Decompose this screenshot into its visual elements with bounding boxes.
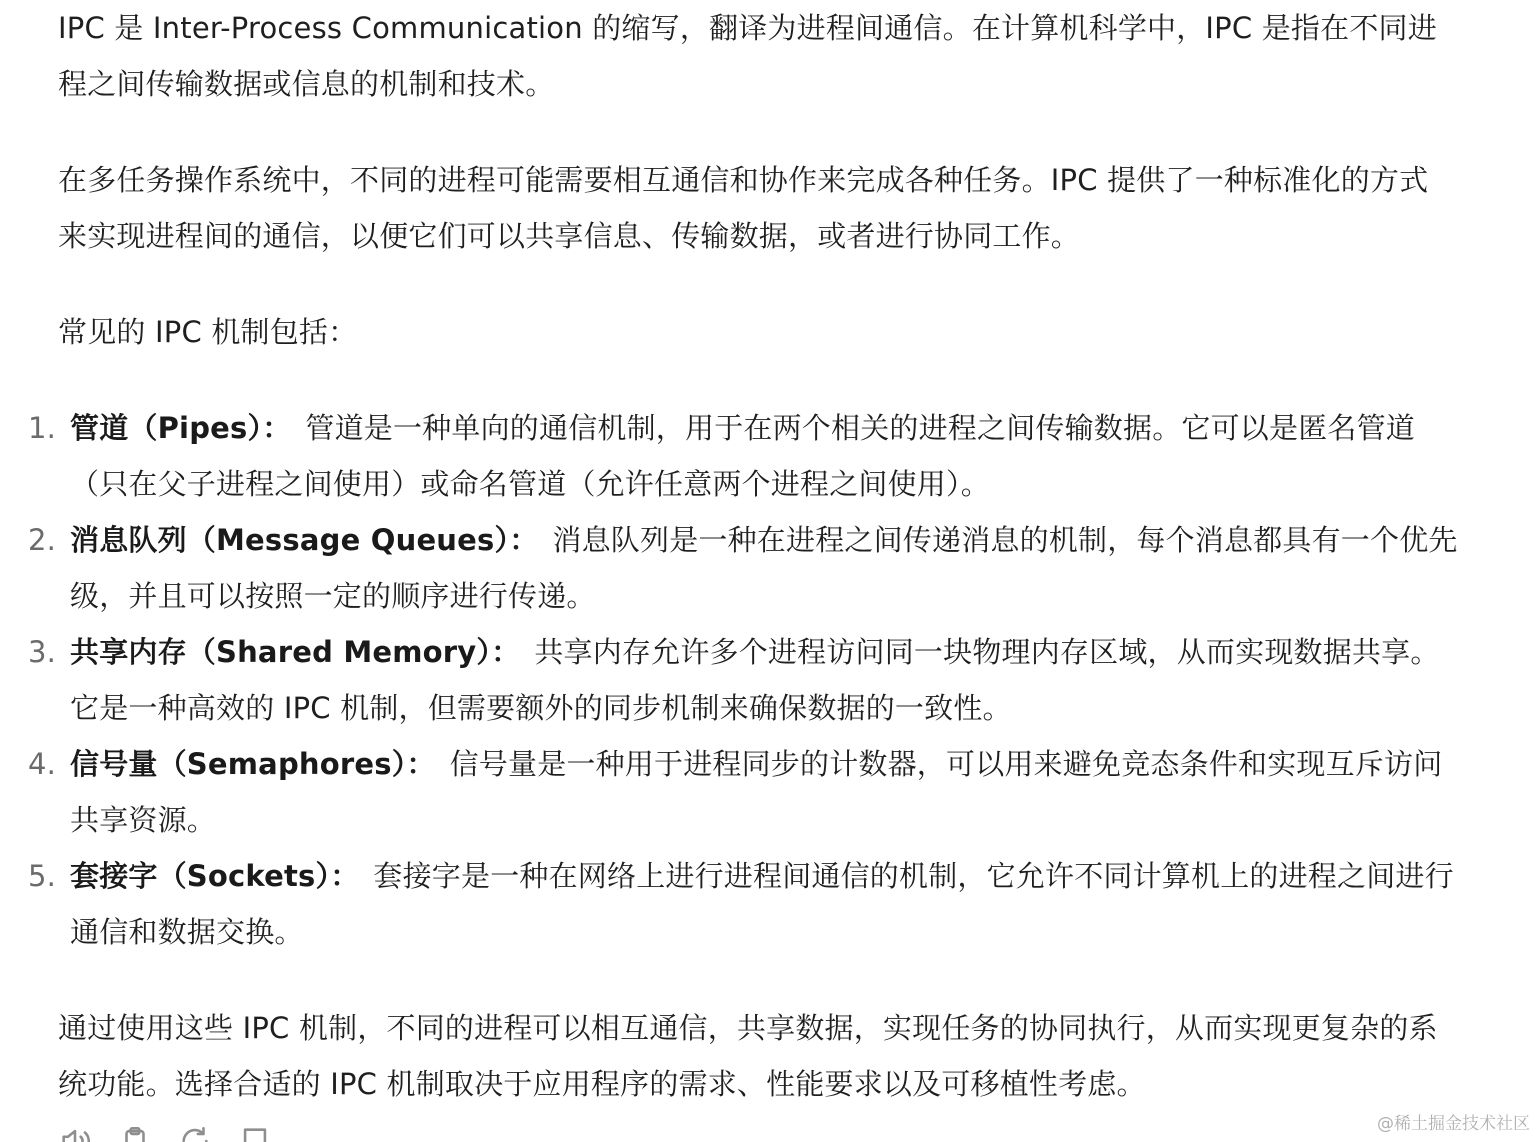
mechanism-term: 共享内存（Shared Memory） — [70, 635, 492, 669]
mechanism-description: 信号量是一种用于进程同步的计数器，可以用来避免竞态条件和实现互斥访问共享资源。 — [70, 747, 1443, 837]
purpose-paragraph: 在多任务操作系统中，不同的进程可能需要相互通信和协作来完成各种任务。IPC 提供了一种标准化的方式来实现进程间的通信，以便它们可以共享信息、传输数据，或者进行协同工作。 — [58, 163, 1429, 253]
term-separator: ： — [262, 411, 292, 445]
mechanism-term: 信号量（Semaphores） — [70, 747, 407, 781]
mechanism-description: 消息队列是一种在进程之间传递消息的机制，每个消息都具有一个优先级，并且可以按照一定的顺序进行传递。 — [70, 523, 1458, 613]
term-separator: ： — [509, 523, 539, 557]
list-item — [0, 624, 1460, 736]
speaker-icon[interactable] — [58, 1124, 92, 1142]
clipboard-icon[interactable] — [118, 1124, 152, 1142]
message-action-bar — [58, 1124, 272, 1142]
list-item — [0, 848, 1460, 960]
list-item — [0, 736, 1460, 848]
regenerate-icon[interactable] — [178, 1124, 212, 1142]
mechanism-term: 套接字（Sockets） — [70, 859, 331, 893]
conclusion-paragraph: 通过使用这些 IPC 机制，不同的进程可以相互通信，共享数据，实现任务的协同执行，从而实现更复杂的系统功能。选择合适的 IPC 机制取决于应用程序的需求、性能要求以及可移植性考虑。 — [58, 1011, 1438, 1101]
list-number: 3. — [28, 635, 57, 669]
list-number: 1. — [28, 411, 57, 445]
intro-paragraph: IPC 是 Inter-Process Communication 的缩写，翻译为进程间通信。在计算机科学中，IPC 是指在不同进程之间传输数据或信息的机制和技术。 — [58, 11, 1437, 101]
list-number: 5. — [28, 859, 57, 893]
list-number: 4. — [28, 747, 57, 781]
list-intro-paragraph: 常见的 IPC 机制包括： — [58, 315, 358, 349]
mechanism-description: 管道是一种单向的通信机制，用于在两个相关的进程之间传输数据。它可以是匿名管道（只在父子进程之间使用）或命名管道（允许任意两个进程之间使用）。 — [70, 411, 1415, 501]
term-separator: ： — [406, 747, 436, 781]
term-separator: ： — [491, 635, 521, 669]
ipc-mechanism-list — [0, 400, 1460, 960]
list-number: 2. — [28, 523, 57, 557]
list-item — [0, 512, 1460, 624]
term-separator: ： — [330, 859, 360, 893]
watermark: @稀土掘金技术社区 — [1377, 1114, 1530, 1134]
feedback-icon[interactable] — [238, 1124, 272, 1142]
mechanism-term: 消息队列（Message Queues） — [70, 523, 510, 557]
mechanism-description: 共享内存允许多个进程访问同一块物理内存区域，从而实现数据共享。它是一种高效的 IPC 机制，但需要额外的同步机制来确保数据的一致性。 — [70, 635, 1440, 725]
mechanism-term: 管道（Pipes） — [70, 411, 263, 445]
mechanism-description: 套接字是一种在网络上进行进程间通信的机制，它允许不同计算机上的进程之间进行通信和数据交换。 — [70, 859, 1454, 949]
list-item — [0, 400, 1460, 512]
